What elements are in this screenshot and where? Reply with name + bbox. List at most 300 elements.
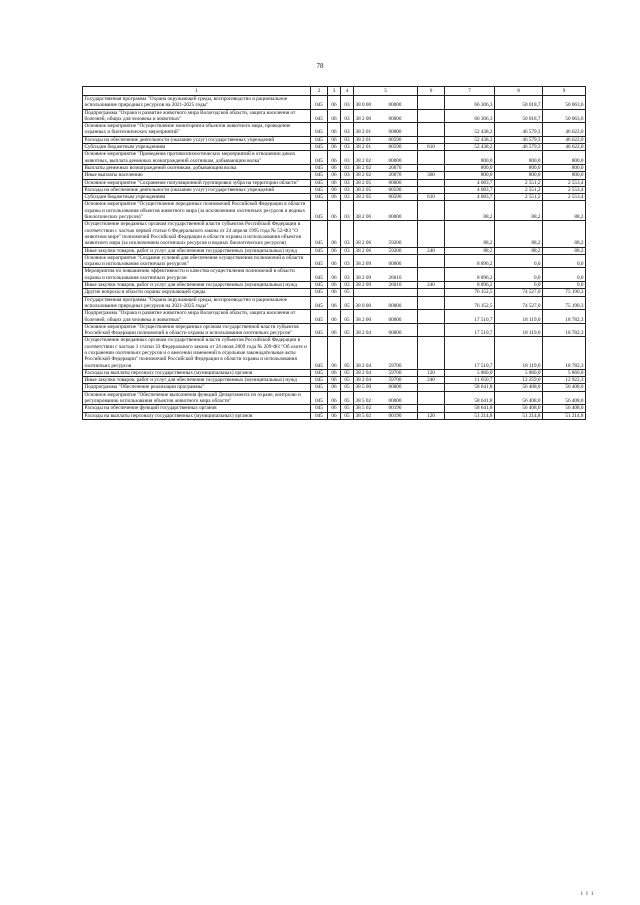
program-code: 38 2 04 <box>355 330 372 337</box>
amount-year-1: 17 510,7 <box>445 323 495 337</box>
subsection-code: 03 <box>341 109 354 123</box>
program-code: 38 2 00 <box>355 316 372 323</box>
direction-code: 59700 <box>388 377 402 384</box>
row-description: Расходы на выплаты персоналу государственных (муниципальных) органов <box>83 369 311 376</box>
ministry-code: 045 <box>311 369 328 376</box>
table-row <box>83 136 586 143</box>
expense-type-code <box>418 289 445 296</box>
amount-year-2: 5 860,0 <box>495 369 543 376</box>
amount-year-3: 0,0 <box>543 268 586 282</box>
table-row <box>83 384 586 391</box>
section-code: 06 <box>328 96 341 110</box>
program-code: 38 2 06 <box>355 240 372 247</box>
ministry-code: 045 <box>311 268 328 282</box>
expense-type-code <box>418 391 445 405</box>
target-article-cell <box>354 221 418 247</box>
direction-code: 00000 <box>388 316 402 323</box>
direction-code: 59700 <box>388 369 402 376</box>
amount-year-1: 8 896,2 <box>445 254 495 268</box>
amount-year-3: 88,2 <box>543 201 586 221</box>
ministry-code: 045 <box>311 254 328 268</box>
direction-code: 00190 <box>388 412 402 419</box>
expense-type-code <box>418 123 445 137</box>
ministry-code: 045 <box>311 282 328 289</box>
direction-code: 26010 <box>388 274 402 281</box>
table-row <box>83 151 586 165</box>
target-article-cell <box>354 194 418 201</box>
expense-type-code <box>418 201 445 221</box>
subsection-code: 03 <box>341 186 354 193</box>
amount-year-1: 52 438,2 <box>445 144 495 151</box>
direction-code: 00000 <box>388 157 402 164</box>
amount-year-3: 0,0 <box>543 282 586 289</box>
direction-code: 00000 <box>388 384 402 391</box>
amount-year-3: 46 622,0 <box>543 123 586 137</box>
row-description: Государственная программа "Охрана окружающей среды, воспроизводство и рациональное использование природных ресурсов на 2021-2025 годы" <box>83 96 311 110</box>
subsection-code: 03 <box>341 164 354 171</box>
section-code: 06 <box>328 377 341 384</box>
expense-type-code: 120 <box>418 412 445 419</box>
section-code: 06 <box>328 323 341 337</box>
program-code: 38 2 05 <box>355 186 372 193</box>
direction-code: 00590 <box>388 186 402 193</box>
ministry-code: 045 <box>311 221 328 247</box>
table-row <box>83 377 586 384</box>
subsection-code: 05 <box>341 289 354 296</box>
ministry-code: 045 <box>311 296 328 310</box>
row-description: Мероприятия по повышению эффективности и качества осуществления полномочий в области охраны и использования охотничьих ресурсов <box>83 268 311 282</box>
section-code: 06 <box>328 254 341 268</box>
direction-code: 00190 <box>388 405 402 412</box>
amount-year-1: 66 306,3 <box>445 109 495 123</box>
ministry-code: 045 <box>311 323 328 337</box>
amount-year-2: 18 119,0 <box>495 337 543 369</box>
target-article-cell <box>354 201 418 221</box>
ministry-code: 045 <box>311 289 328 296</box>
table-row <box>83 391 586 405</box>
target-article-cell <box>354 164 418 171</box>
target-article-cell <box>354 179 418 186</box>
amount-year-1: 66 306,3 <box>445 96 495 110</box>
subsection-code: 05 <box>341 412 354 419</box>
table-row <box>83 282 586 289</box>
direction-code: 00590 <box>388 144 402 151</box>
section-code: 06 <box>328 391 341 405</box>
direction-code: 00000 <box>388 102 402 109</box>
amount-year-2: 2 551,2 <box>495 194 543 201</box>
amount-year-3: 5 860,0 <box>543 369 586 376</box>
header-cell: 4 <box>341 87 354 96</box>
table-row <box>83 323 586 337</box>
table-row <box>83 123 586 137</box>
amount-year-1: 4 083,7 <box>445 179 495 186</box>
amount-year-1: 88,2 <box>445 247 495 254</box>
amount-year-1: 8 896,2 <box>445 268 495 282</box>
section-code: 06 <box>328 310 341 324</box>
amount-year-2: 50 018,7 <box>495 96 543 110</box>
table-row <box>83 144 586 151</box>
direction-code: 59200 <box>388 240 402 247</box>
subsection-code: 03 <box>341 151 354 165</box>
table-row <box>83 96 586 110</box>
header-cell: 7 <box>445 87 495 96</box>
amount-year-2: 56 408,0 <box>495 405 543 412</box>
row-description: Расходы на обеспечение деятельности (оказание услуг) государственных учреждений <box>83 186 311 193</box>
direction-code: 20070 <box>388 164 402 171</box>
target-article-cell <box>354 123 418 137</box>
amount-year-2: 18 119,0 <box>495 323 543 337</box>
expense-type-code <box>418 254 445 268</box>
section-code: 06 <box>328 289 341 296</box>
header-cell: 9 <box>543 87 586 96</box>
subsection-code: 03 <box>341 172 354 179</box>
amount-year-1: 58 641,8 <box>445 405 495 412</box>
header-cell: 6 <box>418 87 445 96</box>
amount-year-2: 46 579,3 <box>495 144 543 151</box>
table-row <box>83 109 586 123</box>
section-code: 06 <box>328 164 341 171</box>
expense-type-code: 240 <box>418 247 445 254</box>
row-description: Иные закупки товаров, работ и услуг для обеспечения государственных (муниципальных) нужд <box>83 247 311 254</box>
subsection-code: 05 <box>341 405 354 412</box>
target-article-cell <box>354 412 418 419</box>
amount-year-3: 800,0 <box>543 164 586 171</box>
amount-year-3: 800,0 <box>543 172 586 179</box>
subsection-code: 03 <box>341 247 354 254</box>
amount-year-1: 58 641,8 <box>445 384 495 391</box>
table-row <box>83 268 586 282</box>
target-article-cell <box>354 296 418 310</box>
row-description: Другие вопросы в области охраны окружающей среды <box>83 289 311 296</box>
amount-year-3: 800,0 <box>543 151 586 165</box>
expense-type-code <box>418 151 445 165</box>
program-code: 38 2 01 <box>355 144 372 151</box>
amount-year-3: 2 553,4 <box>543 194 586 201</box>
row-description: Основное мероприятие "Обеспечение выполнения функций Департамента по охране, контролю и регулированию использования объектов животного мира области" <box>83 391 311 405</box>
section-code: 06 <box>328 194 341 201</box>
amount-year-3: 51 214,8 <box>543 412 586 419</box>
amount-year-1: 88,2 <box>445 221 495 247</box>
ministry-code: 045 <box>311 179 328 186</box>
table-row <box>83 412 586 419</box>
direction-code: 00000 <box>388 261 402 268</box>
ministry-code: 045 <box>311 384 328 391</box>
program-code: 38 0 00 <box>355 102 372 109</box>
table-row <box>83 164 586 171</box>
amount-year-3: 50 063,6 <box>543 109 586 123</box>
subsection-code: 05 <box>341 310 354 324</box>
amount-year-1: 8 896,2 <box>445 282 495 289</box>
program-code: 38 2 04 <box>355 369 372 376</box>
subsection-code: 05 <box>341 337 354 369</box>
target-article-cell <box>354 136 418 143</box>
expense-type-code <box>418 179 445 186</box>
table-row <box>83 310 586 324</box>
amount-year-2: 51 214,8 <box>495 412 543 419</box>
row-description: Субсидии бюджетным учреждениям <box>83 144 311 151</box>
section-code: 06 <box>328 151 341 165</box>
target-article-cell <box>354 310 418 324</box>
subsection-code: 03 <box>341 96 354 110</box>
section-code: 06 <box>328 369 341 376</box>
section-code: 06 <box>328 296 341 310</box>
program-code: 38 2 02 <box>355 157 372 164</box>
amount-year-2: 46 579,3 <box>495 136 543 143</box>
program-code: 38 2 01 <box>355 136 372 143</box>
amount-year-3: 46 622,0 <box>543 136 586 143</box>
ministry-code: 045 <box>311 412 328 419</box>
amount-year-2: 56 408,0 <box>495 384 543 391</box>
direction-code: 00000 <box>388 302 402 309</box>
ministry-code: 045 <box>311 405 328 412</box>
subsection-code: 03 <box>341 201 354 221</box>
amount-year-3: 88,2 <box>543 247 586 254</box>
section-code: 06 <box>328 282 341 289</box>
table-row <box>83 194 586 201</box>
amount-year-3: 18 782,3 <box>543 337 586 369</box>
subsection-code: 03 <box>341 268 354 282</box>
row-description: Основное мероприятие "Осуществление мониторинга объектов животного мира, проведение охранных и биотехнических мероприятий" <box>83 123 311 137</box>
expense-type-code <box>418 405 445 412</box>
section-code: 06 <box>328 247 341 254</box>
section-code: 06 <box>328 412 341 419</box>
target-article-cell <box>354 268 418 282</box>
direction-code: 00000 <box>388 214 402 221</box>
expense-type-code: 240 <box>418 282 445 289</box>
amount-year-1: 17 510,7 <box>445 337 495 369</box>
target-article-cell <box>354 96 418 110</box>
program-code: 38 2 09 <box>355 261 372 268</box>
ministry-code: 045 <box>311 247 328 254</box>
expense-type-code <box>418 323 445 337</box>
subsection-code: 05 <box>341 377 354 384</box>
amount-year-3: 46 622,0 <box>543 144 586 151</box>
amount-year-2: 46 579,3 <box>495 123 543 137</box>
ministry-code: 045 <box>311 109 328 123</box>
target-article-cell <box>354 405 418 412</box>
row-description: Государственная программа "Охрана окружающей среды, воспроизводство и рациональное использование природных ресурсов на 2021-2025 годы" <box>83 296 311 310</box>
section-code: 06 <box>328 123 341 137</box>
amount-year-2: 74 527,0 <box>495 296 543 310</box>
section-code: 06 <box>328 186 341 193</box>
expense-type-code <box>418 186 445 193</box>
amount-year-1: 58 641,8 <box>445 391 495 405</box>
program-code: 38 2 04 <box>355 377 372 384</box>
section-code: 06 <box>328 384 341 391</box>
amount-year-3: 75 190,3 <box>543 289 586 296</box>
program-code: 38 2 05 <box>355 194 372 201</box>
program-code: 38 5 02 <box>355 405 372 412</box>
table-row <box>83 337 586 369</box>
direction-code: 00000 <box>388 398 402 405</box>
table-row <box>83 179 586 186</box>
subsection-code: 03 <box>341 144 354 151</box>
direction-code: 00590 <box>388 194 402 201</box>
row-description: Основное мероприятие "Осуществление переданных полномочий Российской Федерации в области охраны и использования объектов животного мира (за исключением охотничьих ресурсов и водных биологических ресурсов)" <box>83 201 311 221</box>
header-cell: 1 <box>83 87 311 96</box>
row-description: Субсидии бюджетным учреждениям <box>83 194 311 201</box>
table-row <box>83 289 586 296</box>
target-article-cell <box>354 337 418 369</box>
amount-year-2: 0,0 <box>495 268 543 282</box>
row-description: Расходы на обеспечение деятельности (оказание услуг) государственных учреждений <box>83 136 311 143</box>
ministry-code: 045 <box>311 144 328 151</box>
expense-type-code <box>418 268 445 282</box>
amount-year-3: 2 553,4 <box>543 186 586 193</box>
ministry-code: 045 <box>311 377 328 384</box>
direction-code: 00000 <box>388 330 402 337</box>
amount-year-3: 56 408,0 <box>543 384 586 391</box>
expense-type-code <box>418 384 445 391</box>
section-code: 06 <box>328 201 341 221</box>
amount-year-3: 18 782,3 <box>543 323 586 337</box>
subsection-code: 05 <box>341 384 354 391</box>
amount-year-1: 76 152,5 <box>445 296 495 310</box>
amount-year-2: 88,2 <box>495 201 543 221</box>
program-code: 38 2 02 <box>355 172 372 179</box>
amount-year-3: 0,0 <box>543 254 586 268</box>
target-article-cell <box>354 323 418 337</box>
row-description: Иные выплаты населению <box>83 172 311 179</box>
amount-year-2: 18 119,0 <box>495 310 543 324</box>
ministry-code: 045 <box>311 172 328 179</box>
row-description: Основное мероприятие "Проведение противоэпизоотических мероприятий в отношении диких животных, выплата денежных вознаграждений охотникам, добывающим волка" <box>83 151 311 165</box>
amount-year-1: 52 438,2 <box>445 123 495 137</box>
table-header-row <box>83 87 586 96</box>
subsection-code: 03 <box>341 123 354 137</box>
target-article-cell <box>354 172 418 179</box>
subsection-code: 05 <box>341 323 354 337</box>
program-code: 38 2 01 <box>355 129 372 136</box>
amount-year-1: 88,2 <box>445 201 495 221</box>
amount-year-2: 88,2 <box>495 247 543 254</box>
ministry-code: 045 <box>311 194 328 201</box>
target-article-cell <box>354 151 418 165</box>
header-cell: 5 <box>354 87 418 96</box>
program-code: 38 2 06 <box>355 247 372 254</box>
target-article-cell <box>354 369 418 376</box>
subsection-code: 03 <box>341 136 354 143</box>
amount-year-1: 17 510,7 <box>445 310 495 324</box>
program-code: 38 5 02 <box>355 398 372 405</box>
row-description: Осуществление переданных органам государственной власти субъектов Российской Федерации в соответствии с частью 1 статьи 33 Федерального закона от 24 июля 2009 года № 209-ФЗ "Об охоте и о сохранении охотничьих ресурсов и о внесении изменений в отдельные законодательные акты Российской Федерации" полномочий Российской Федерации в области охраны и использования охотничьих ресурсов <box>83 337 311 369</box>
target-article-cell <box>354 144 418 151</box>
ministry-code: 045 <box>311 136 328 143</box>
section-code: 06 <box>328 337 341 369</box>
ministry-code: 045 <box>311 96 328 110</box>
table-row <box>83 201 586 221</box>
row-description: Иные закупки товаров, работ и услуг для обеспечения государственных (муниципальных) нужд <box>83 282 311 289</box>
amount-year-2: 800,0 <box>495 151 543 165</box>
section-code: 06 <box>328 144 341 151</box>
direction-code: 59700 <box>388 362 402 369</box>
target-article-cell <box>354 282 418 289</box>
program-code: 38 2 06 <box>355 214 372 221</box>
table-row <box>83 296 586 310</box>
amount-year-1: 800,0 <box>445 164 495 171</box>
amount-year-2: 2 551,2 <box>495 186 543 193</box>
header-cell: 2 <box>311 87 328 96</box>
amount-year-1: 5 860,0 <box>445 369 495 376</box>
amount-year-2: 800,0 <box>495 164 543 171</box>
table-row <box>83 254 586 268</box>
section-code: 06 <box>328 405 341 412</box>
table-body <box>83 96 586 420</box>
subsection-code: 05 <box>341 391 354 405</box>
target-article-cell <box>354 254 418 268</box>
amount-year-3: 88,2 <box>543 221 586 247</box>
row-description: Выплаты денежных вознаграждений охотникам, добывающим волка <box>83 164 311 171</box>
target-article-cell <box>354 289 418 296</box>
program-code: 38 2 09 <box>355 282 372 289</box>
table-row <box>83 221 586 247</box>
row-description: Основное мероприятие "Сохранение популяционной группировки зубра на территории области" <box>83 179 311 186</box>
expense-type-code <box>418 296 445 310</box>
ministry-code: 045 <box>311 164 328 171</box>
amount-year-3: 12 922,3 <box>543 377 586 384</box>
expense-type-code <box>418 136 445 143</box>
corner-mark: і і і <box>580 891 594 897</box>
subsection-code: 03 <box>341 282 354 289</box>
program-code: 38 5 00 <box>355 384 372 391</box>
amount-year-3: 18 782,3 <box>543 310 586 324</box>
direction-code: 20070 <box>388 172 402 179</box>
row-description: Основное мероприятие "Осуществление переданных органам государственной власти субъектов Российской Федерации полномочий в области охраны и использования охотничьих ресурсов" <box>83 323 311 337</box>
target-article-cell <box>354 391 418 405</box>
row-description: Расходы на выплаты персоналу государственных (муниципальных) органов <box>83 412 311 419</box>
expense-type-code <box>418 164 445 171</box>
direction-code: 59200 <box>388 247 402 254</box>
section-code: 06 <box>328 268 341 282</box>
amount-year-1: 4 083,7 <box>445 194 495 201</box>
target-article-cell <box>354 109 418 123</box>
subsection-code: 03 <box>341 194 354 201</box>
direction-code: 00000 <box>388 129 402 136</box>
program-code: 38 2 02 <box>355 164 372 171</box>
program-code: 38 0 00 <box>355 302 372 309</box>
subsection-code: 05 <box>341 369 354 376</box>
amount-year-1: 52 438,2 <box>445 136 495 143</box>
header-cell: 8 <box>495 87 543 96</box>
amount-year-1: 76 152,5 <box>445 289 495 296</box>
table-row <box>83 405 586 412</box>
subsection-code: 03 <box>341 179 354 186</box>
expense-type-code: 240 <box>418 377 445 384</box>
section-code: 06 <box>328 221 341 247</box>
row-description: Расходы на обеспечение функций государственных органов <box>83 405 311 412</box>
direction-code: 00000 <box>388 179 402 186</box>
subsection-code: 05 <box>341 296 354 310</box>
target-article-cell <box>354 384 418 391</box>
amount-year-2: 50 018,7 <box>495 109 543 123</box>
expense-type-code <box>418 310 445 324</box>
amount-year-3: 56 408,0 <box>543 391 586 405</box>
row-description: Подпрограмма "Охрана и развитие животного мира Вологодской области, защита населения от болезней, общих для человека и животных" <box>83 109 311 123</box>
row-description: Подпрограмма "Обеспечение реализации программы" <box>83 384 311 391</box>
expense-type-code <box>418 109 445 123</box>
table-row <box>83 172 586 179</box>
budget-table <box>82 86 586 420</box>
direction-code: 00590 <box>388 136 402 143</box>
amount-year-1: 800,0 <box>445 151 495 165</box>
subsection-code: 03 <box>341 221 354 247</box>
amount-year-2: 800,0 <box>495 172 543 179</box>
program-code: 38 2 09 <box>355 274 372 281</box>
expense-type-code <box>418 221 445 247</box>
ministry-code: 045 <box>311 391 328 405</box>
amount-year-3: 75 190,3 <box>543 296 586 310</box>
amount-year-2: 0,0 <box>495 282 543 289</box>
